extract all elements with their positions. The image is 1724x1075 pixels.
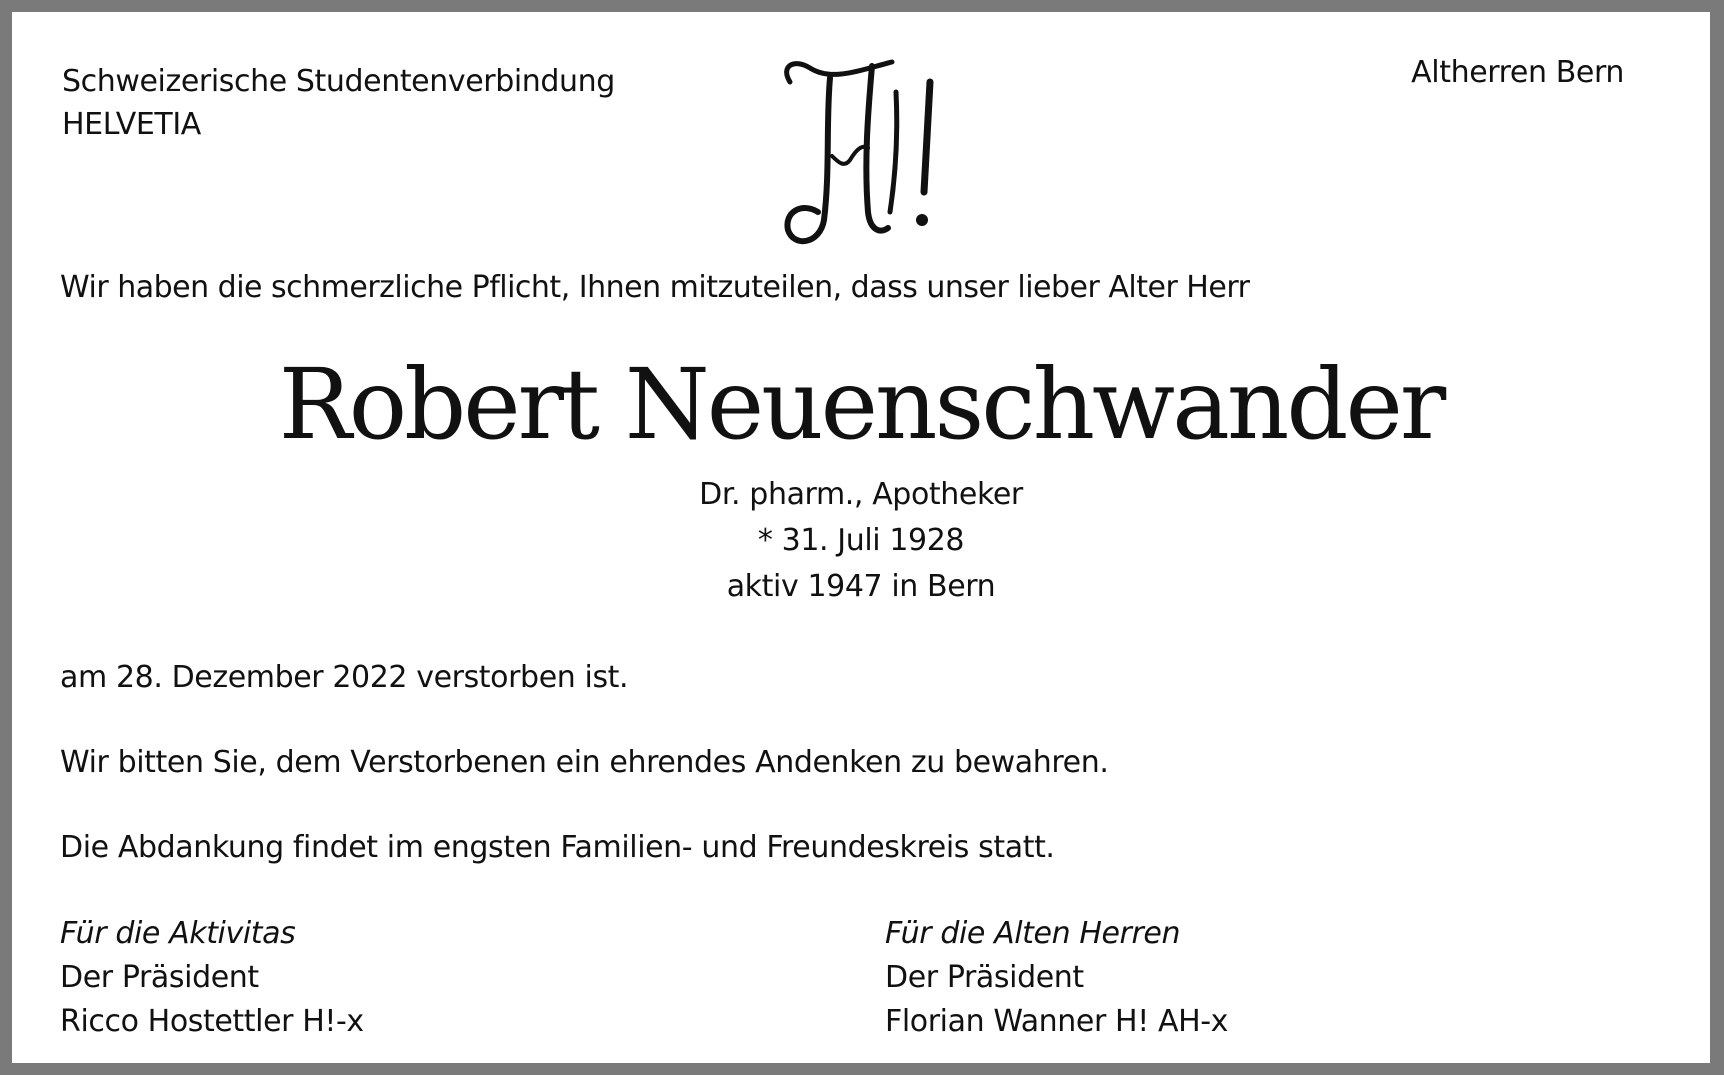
organization-line-2: HELVETIA [62,107,201,142]
funeral-info-text: Die Abdankung findet im engsten Familien- und Freundeskreis statt. [60,830,1055,865]
remembrance-request-text: Wir bitten Sie, dem Verstorbenen ein ehrendes Andenken zu bewahren. [60,745,1109,780]
helvetia-monogram-logo [772,52,982,252]
obituary-notice [12,12,1710,1063]
deceased-title: Dr. pharm., Apotheker [699,477,1023,512]
signature-group-label: Für die Alten Herren [885,916,1181,951]
organization-line-1: Schweizerische Studentenverbindung [62,64,615,99]
intro-text: Wir haben die schmerzliche Pflicht, Ihnen mitzuteilen, dass unser lieber Alter Herr [60,270,1250,305]
organization-name [62,60,615,146]
birth-date: * 31. Juli 1928 [757,523,965,558]
active-year: aktiv 1947 in Bern [726,569,996,604]
deceased-details [12,472,1710,610]
deceased-name: Robert Neuenschwander [278,348,1444,461]
death-date-text: am 28. Dezember 2022 verstorben ist. [60,660,629,695]
signature-person: Ricco Hostettler H!-x [60,1004,364,1039]
signature-role: Der Präsident [885,960,1084,995]
signature-group-label: Für die Aktivitas [60,916,296,951]
chapter-name: Altherren Bern [1411,55,1624,90]
signature-block-active-members [60,912,364,1044]
signature-person: Florian Wanner H! AH-x [885,1004,1229,1039]
signature-role: Der Präsident [60,960,259,995]
signature-block-alumni [885,912,1228,1044]
